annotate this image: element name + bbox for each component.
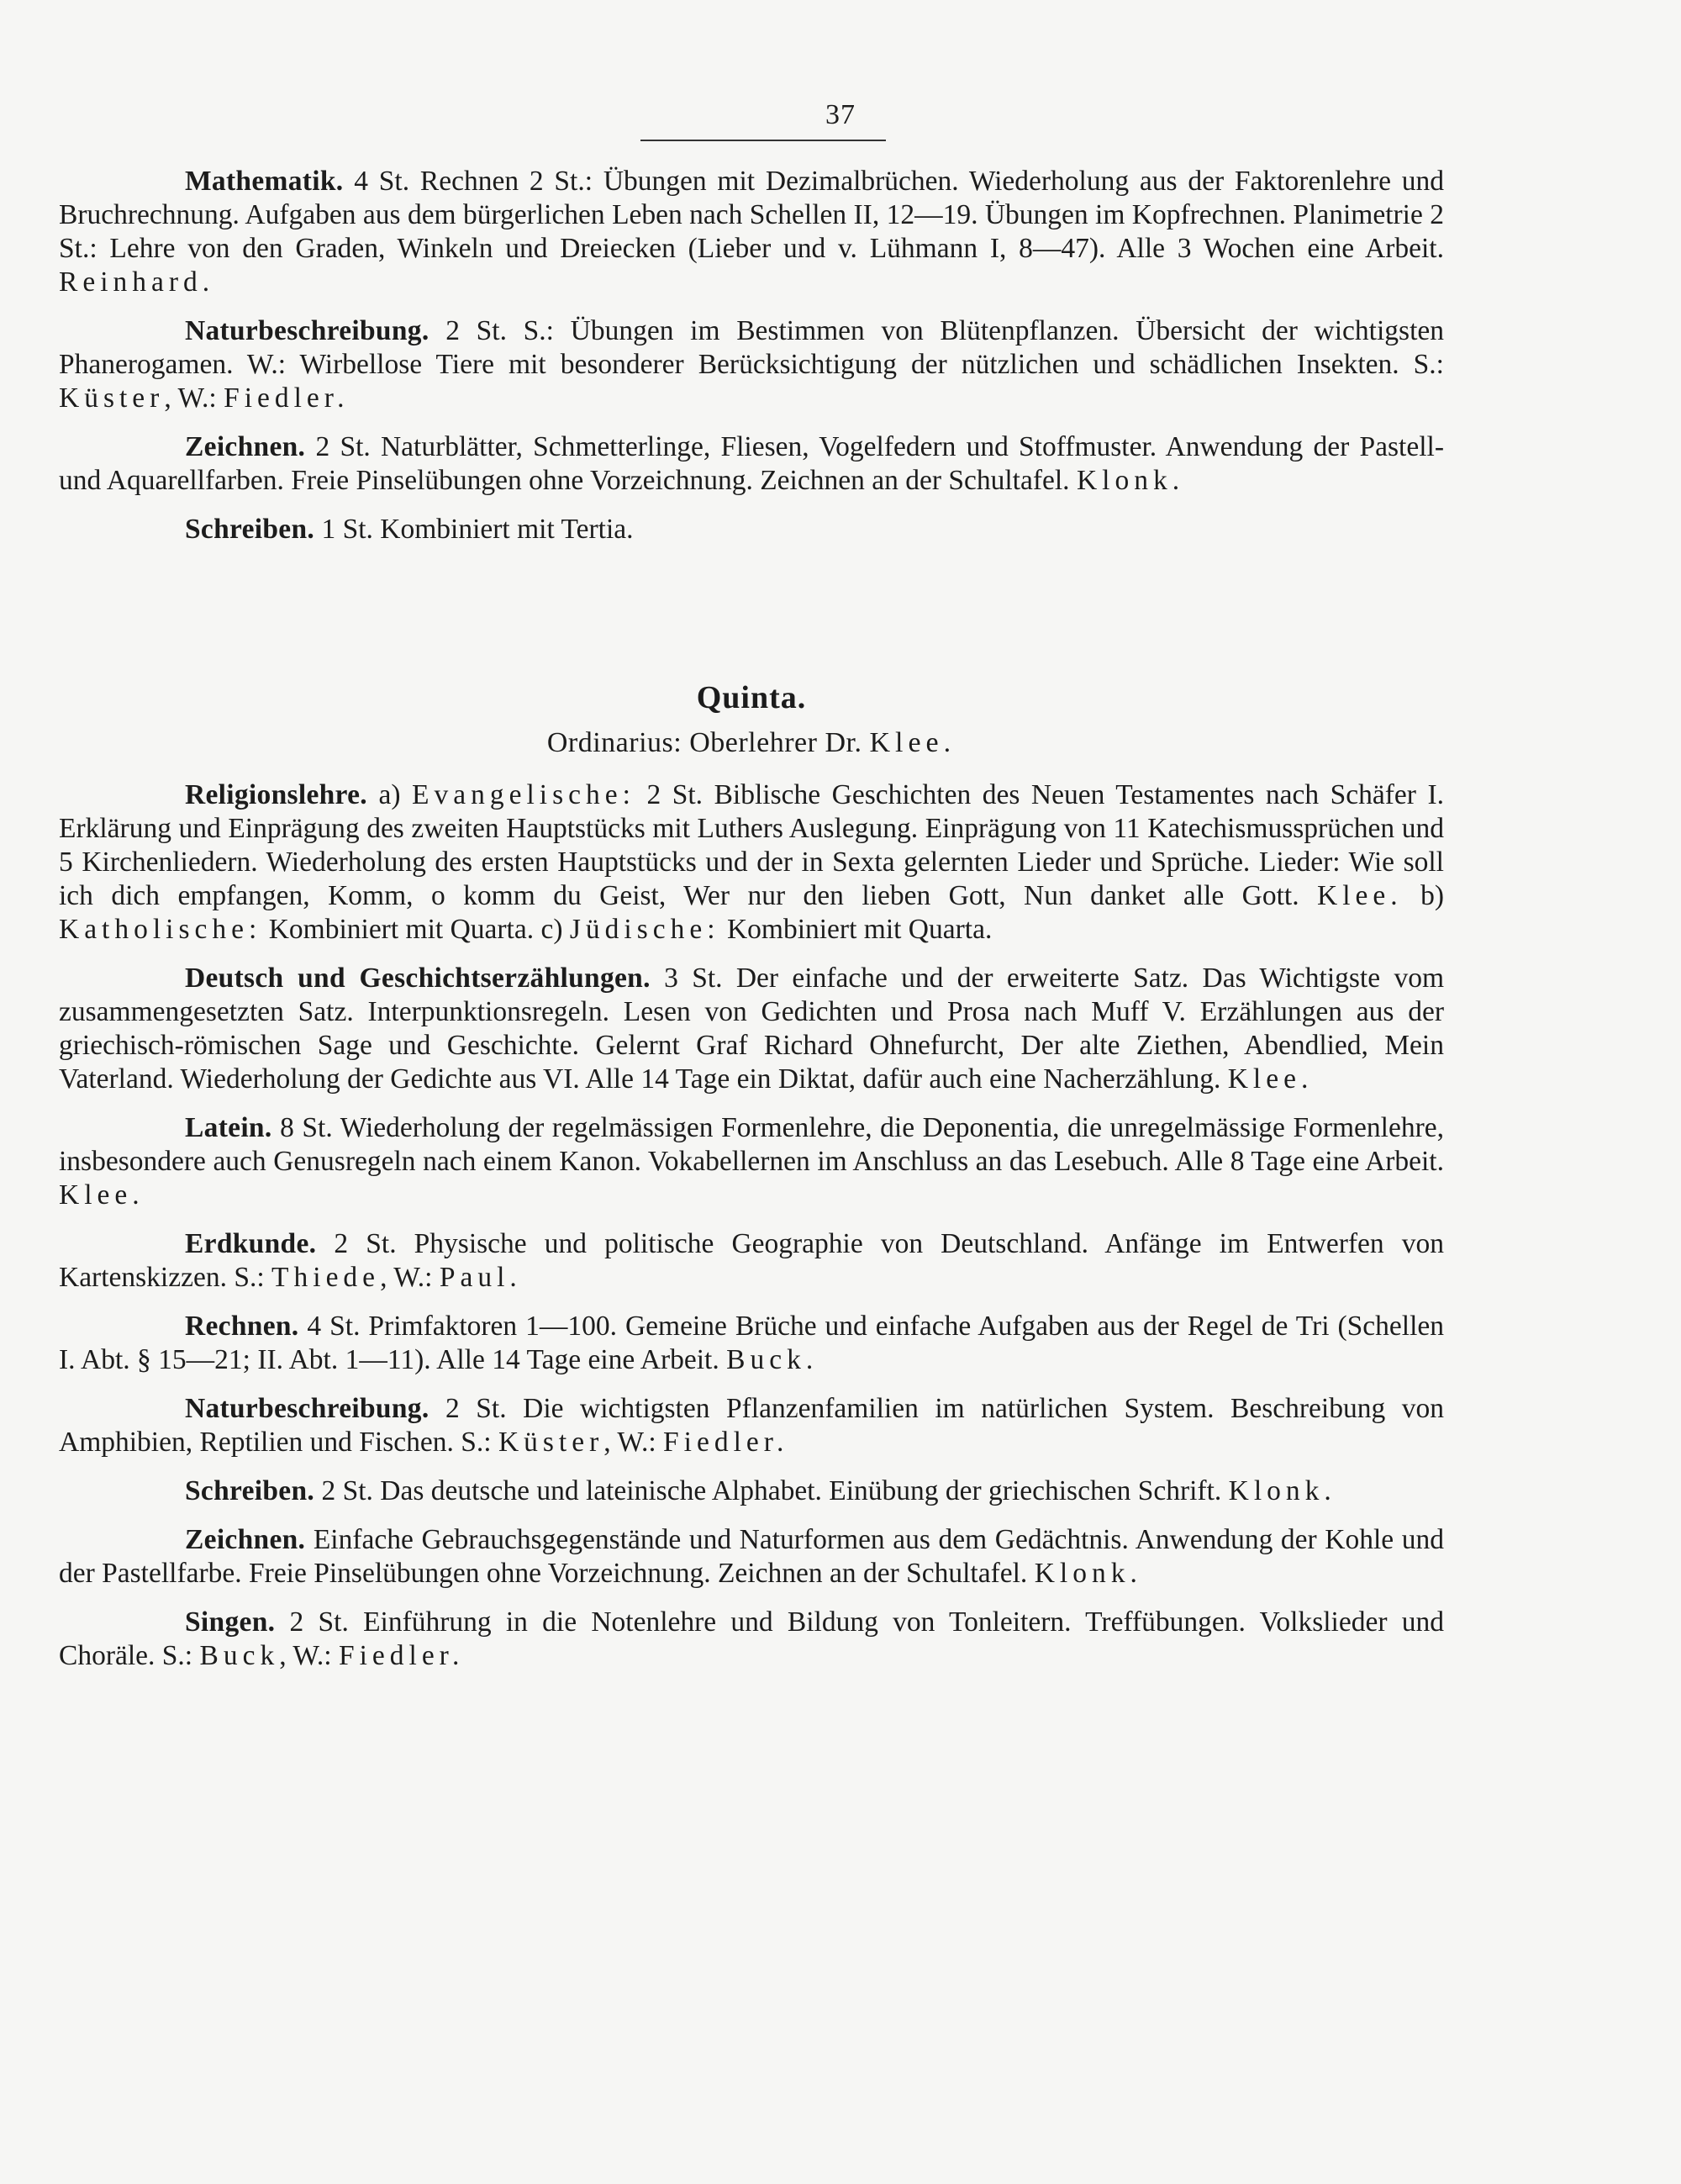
spaced-name: Katholische:: [59, 914, 262, 945]
spaced-name: Klee.: [1317, 880, 1403, 911]
section-text: 4 St. Rechnen 2 St.: Übungen mit Dezimalbrüchen. Wiederholung aus der Faktorenlehre und Bruchrechnung. Aufgaben aus dem bürgerlichen Leben nach Schellen II, 12—19. Übungen im Kopfrechnen. Planimetrie 2 St.: Lehre von den Graden, Winkeln und Dreiecken (Lieber und v. Lühmann I, 8—47). Alle 3 Wochen eine Arbeit.: [59, 166, 1444, 264]
section-heading: Schreiben.: [185, 514, 315, 545]
spaced-name: Klonk.: [1228, 1475, 1336, 1506]
section-zeichnen: [59, 1523, 1444, 1591]
section-heading: Latein.: [185, 1112, 272, 1143]
section-text: 2 St. Biblische Geschichten des Neuen Testamentes nach Schäfer I. Erklärung und Einprägung des zweiten Hauptstücks mit Luthers Auslegung. Einprägung von 11 Katechismussprüchen und 5 Kirchenliedern. Wiederholung des ersten Hauptstücks und der in Sexta gelernten Lieder und Sprüche. Lieder: Wie soll ich dich empfangen, Komm, o komm du Geist, Wer nur den lieben Gott, Nun danket alle Gott.: [59, 779, 1444, 911]
section-heading: Deutsch und Geschichtserzählungen.: [185, 963, 651, 994]
section-heading: Schreiben.: [185, 1475, 315, 1506]
quinta-ordinarius: [59, 726, 1444, 760]
spaced-name: Klee.: [1227, 1063, 1314, 1095]
section-text: , W.:: [603, 1427, 664, 1458]
section-heading: Erdkunde.: [185, 1228, 317, 1259]
spaced-name: Thiede: [271, 1262, 381, 1293]
section-schreiben: [59, 513, 1444, 546]
section-text: 2 St. Physische und politische Geographie von Deutschland. Anfänge im Entwerfen von Kartenskizzen. S.:: [59, 1228, 1444, 1293]
section-erdkunde: [59, 1227, 1444, 1295]
quinta-title: Quinta.: [696, 680, 807, 715]
spaced-name: Buck: [199, 1640, 280, 1671]
spaced-name: Reinhard.: [59, 266, 215, 298]
spaced-name: Jüdische:: [569, 914, 720, 945]
spaced-name: Fiedler.: [224, 382, 350, 414]
section-rechnen: [59, 1310, 1444, 1377]
header-rule: [640, 140, 886, 141]
section-text: 4 St. Primfaktoren 1—100. Gemeine Brüche und einfache Aufgaben aus der Regel de Tri (Schellen I. Abt. § 15—21; II. Abt. 1—11). Alle 14 Tage eine Arbeit.: [59, 1311, 1444, 1375]
section-heading: Religionslehre.: [185, 779, 367, 810]
section-text: a): [366, 779, 413, 810]
section-text: 2 St. Das deutsche und lateinische Alphabet. Einübung der griechischen Schrift.: [314, 1475, 1229, 1506]
section-zeichnen: [59, 430, 1444, 498]
section-heading: Zeichnen.: [185, 431, 306, 462]
spaced-name: Küster: [498, 1427, 604, 1458]
sexta-tail-sections: [59, 165, 1444, 546]
section-singen: [59, 1606, 1444, 1673]
section-religionslehre: [59, 778, 1444, 947]
section-text: , W.:: [164, 382, 224, 414]
spaced-name: Klee.: [59, 1179, 145, 1211]
section-text: 8 St. Wiederholung der regelmässigen Formenlehre, die Deponentia, die unregelmässige Formenlehre, insbesondere auch Genusregeln nach einem Kanon. Vokabellernen im Anschluss an das Lesebuch. Alle 8 Tage eine Arbeit.: [59, 1112, 1444, 1177]
page-number: 37: [825, 99, 856, 130]
spaced-name: Evangelische:: [412, 779, 635, 810]
spaced-name: Fiedler.: [338, 1640, 465, 1671]
section-text: 2 St. Die wichtigsten Pflanzenfamilien im natürlichen System. Beschreibung von Amphibien, Reptilien und Fischen. S.:: [59, 1393, 1444, 1458]
section-text: Ordinarius: Oberlehrer Dr.: [546, 727, 870, 758]
section-text: 2 St. Naturblätter, Schmetterlinge, Fliesen, Vogelfedern und Stoffmuster. Anwendung der Pastell- und Aquarellfarben. Freie Pinselübungen ohne Vorzeichnung. Zeichnen an der Schultafel.: [59, 431, 1444, 496]
spaced-name: Buck.: [726, 1344, 819, 1375]
section-schreiben: [59, 1474, 1444, 1508]
section-heading: Zeichnen.: [185, 1524, 306, 1555]
section-text: 2 St. Einführung in die Notenlehre und Bildung von Tonleitern. Treffübungen. Volkslieder und Choräle. S.:: [59, 1606, 1444, 1671]
section-text: Einfache Gebrauchsgegenstände und Naturformen aus dem Gedächtnis. Anwendung der Kohle und der Pastellfarbe. Freie Pinselübungen ohne Vorzeichnung. Zeichnen an der Schultafel.: [59, 1524, 1444, 1589]
spaced-name: Küster: [59, 382, 165, 414]
spaced-name: Klonk.: [1076, 465, 1185, 496]
section-text: Kombiniert mit Quarta. c): [261, 914, 570, 945]
spaced-name: Klonk.: [1034, 1558, 1142, 1589]
section-text: 3 St. Der einfache und der erweiterte Satz. Das Wichtigste vom zusammengesetzten Satz. Interpunktionsregeln. Lesen von Gedichten und Prosa nach Muff V. Erzählungen aus der griechisch-römischen Sage und Geschichte. Gelernt Graf Richard Ohnefurcht, Der alte Ziethen, Abendlied, Mein Vaterland. Wiederholung der Gedichte aus VI. Alle 14 Tage ein Diktat, dafür auch eine Nacherzählung.: [59, 963, 1445, 1095]
section-heading: Naturbeschreibung.: [185, 1393, 429, 1424]
page-content: [59, 165, 1444, 1688]
section-mathematik: [59, 165, 1444, 299]
spaced-name: Paul.: [439, 1262, 522, 1293]
spaced-name: Fiedler.: [663, 1427, 789, 1458]
section-text: , W.:: [380, 1262, 440, 1293]
quinta-sections: [59, 778, 1444, 1673]
section-naturbeschreibung: [59, 1392, 1444, 1459]
section-heading: Rechnen.: [185, 1311, 299, 1342]
section-text: 2 St. S.: Übungen im Bestimmen von Blütenpflanzen. Übersicht der wichtigsten Phanerogamen. W.: Wirbellose Tiere mit besonderer Berücksichtigung der nützlichen und schädlichen Insekten. S.:: [59, 315, 1444, 380]
section-heading: Naturbeschreibung.: [185, 315, 429, 346]
section-latein: [59, 1111, 1444, 1212]
section-naturbeschreibung: [59, 314, 1444, 415]
section-deutsch-und-geschichtserzählungen: [59, 962, 1444, 1096]
spaced-name: Klee.: [869, 727, 956, 758]
section-heading: Mathematik.: [185, 166, 344, 197]
section-heading: Singen.: [185, 1606, 276, 1638]
section-text: 1 St. Kombiniert mit Tertia.: [314, 514, 634, 545]
section-text: Kombiniert mit Quarta.: [719, 914, 993, 945]
section-text: b): [1402, 880, 1444, 911]
section-text: , W.:: [279, 1640, 339, 1671]
